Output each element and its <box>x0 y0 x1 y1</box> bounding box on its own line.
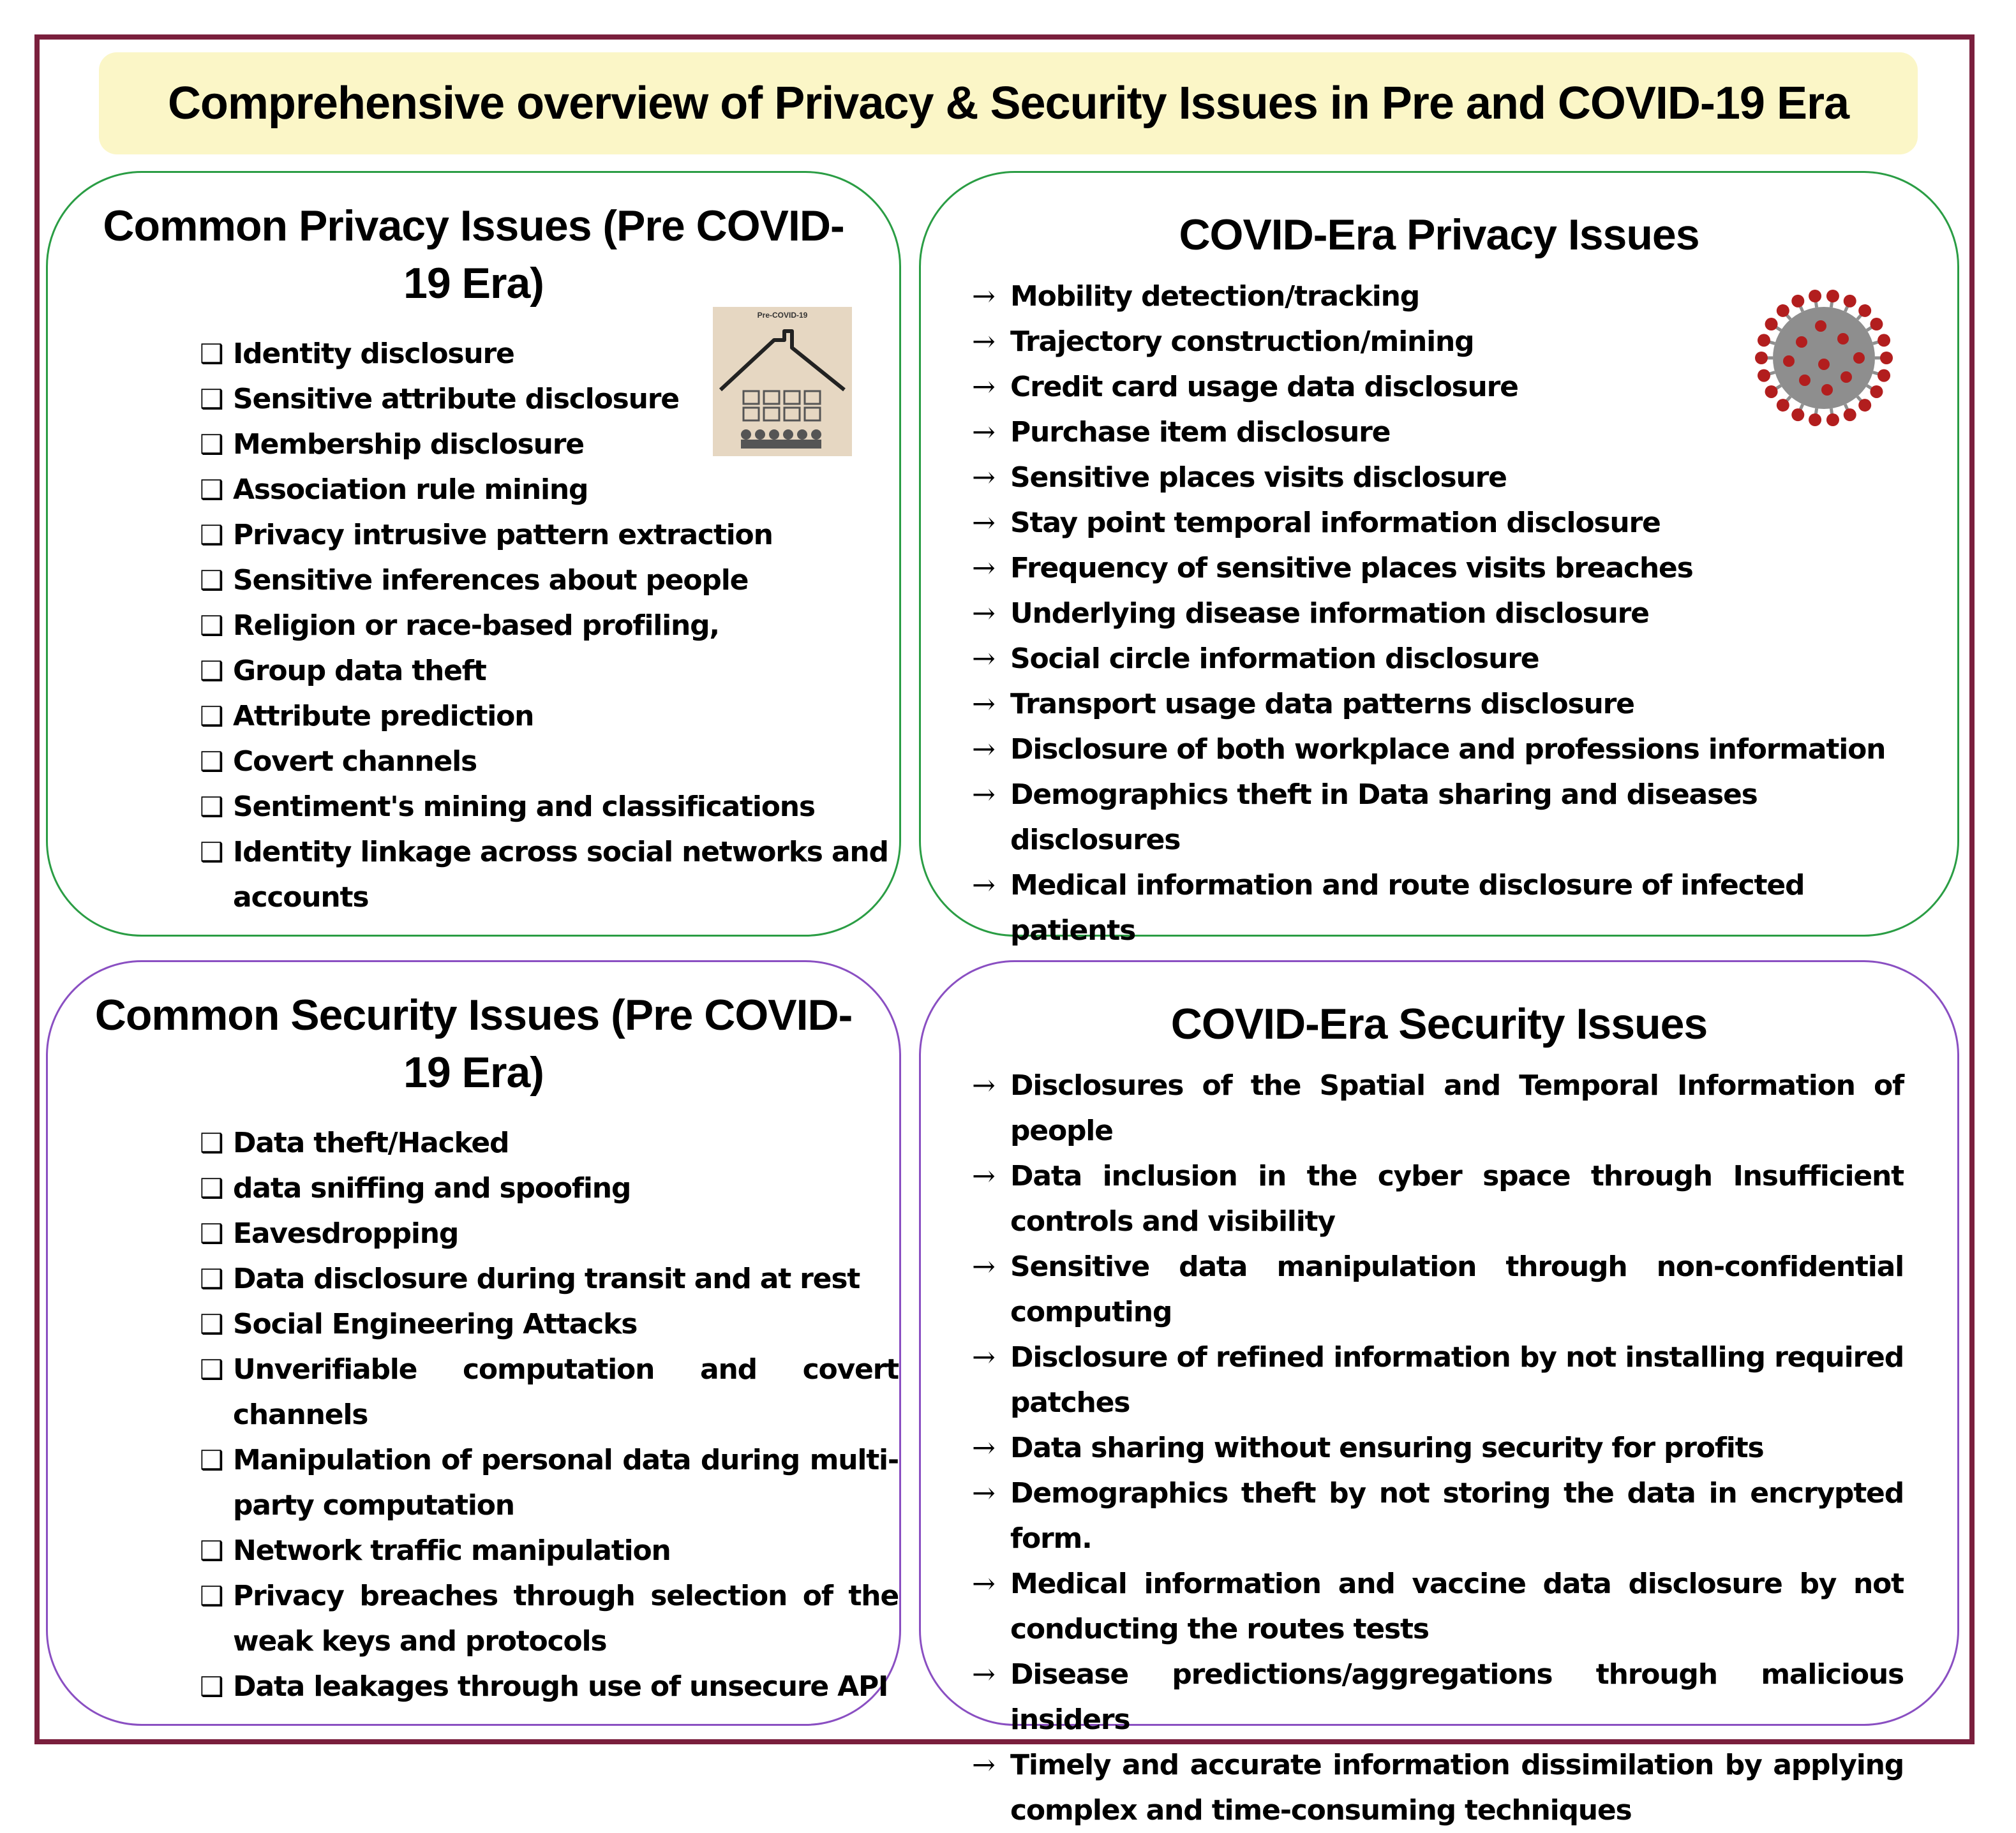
checkbox-icon: ❑ <box>200 1173 223 1204</box>
list-item <box>200 331 899 376</box>
list-item <box>200 376 899 422</box>
arrow-icon: → <box>972 1568 995 1600</box>
panel-common-security <box>46 960 901 1726</box>
issue-list <box>200 331 899 920</box>
list-item-text: Membership disclosure <box>233 428 584 461</box>
arrow-icon: → <box>972 597 995 630</box>
list-item-text: Stay point temporal information disclosure <box>1010 507 1661 539</box>
figure-title: Comprehensive overview of Privacy & Security Issues in Pre and COVID-19 Era <box>167 78 1849 129</box>
list-item-text: Data sharing without ensuring security for profits <box>1010 1432 1764 1464</box>
issue-list <box>972 274 1904 1044</box>
arrow-icon: → <box>972 280 995 313</box>
list-item <box>200 1664 899 1709</box>
list-item <box>972 1244 1904 1335</box>
list-item <box>972 863 1904 953</box>
list-item <box>200 694 899 739</box>
list-item <box>972 545 1904 591</box>
checkbox-icon: ❑ <box>200 836 223 868</box>
list-item <box>972 364 1904 410</box>
list-item <box>972 681 1904 727</box>
arrow-icon: → <box>972 1341 995 1374</box>
checkbox-icon: ❑ <box>200 746 223 777</box>
list-item <box>200 558 899 603</box>
list-item-text: Disease predictions/aggregations through malicious insiders <box>1010 1658 1904 1736</box>
arrow-icon: → <box>972 733 995 766</box>
list-item <box>972 1652 1904 1742</box>
list-item-text: Sensitive data manipulation through non-confidential computing <box>1010 1250 1904 1328</box>
arrow-icon: → <box>972 552 995 584</box>
list-item <box>200 784 899 829</box>
list-item-text: Data inclusion in the cyber space through Insufficient controls and visibility <box>1010 1160 1904 1238</box>
panel-covid-privacy <box>919 171 1959 947</box>
list-item-text: Covert channels <box>233 745 477 778</box>
arrow-icon: → <box>972 1477 995 1510</box>
checkbox-icon: ❑ <box>200 1218 223 1249</box>
list-item-text: Identity disclosure <box>233 338 514 370</box>
checkbox-icon: ❑ <box>200 701 223 732</box>
checkbox-icon: ❑ <box>200 610 223 641</box>
list-item-text: Mobility detection/tracking <box>1010 280 1420 313</box>
list-item <box>200 1166 899 1211</box>
checkbox-icon: ❑ <box>200 383 223 415</box>
list-item-text: Disclosure of refined information by not installing required patches <box>1010 1341 1904 1419</box>
list-item <box>200 648 899 694</box>
list-item-text: Credit card usage data disclosure <box>1010 371 1518 403</box>
checkbox-icon: ❑ <box>200 474 223 505</box>
checkbox-icon: ❑ <box>200 1263 223 1295</box>
panel-common-privacy <box>46 171 901 937</box>
arrow-icon: → <box>972 1069 995 1102</box>
checkbox-icon: ❑ <box>200 655 223 686</box>
list-item-text: Sensitive attribute disclosure <box>233 383 679 415</box>
list-item-text: Demographics theft in Data sharing and diseases disclosures <box>1010 778 1758 856</box>
list-item <box>972 319 1904 364</box>
list-item-text: Social circle information disclosure <box>1010 642 1539 675</box>
list-item-text: data sniffing and spoofing <box>233 1172 631 1205</box>
list-item-text: Disclosure of both workplace and professions information <box>1010 733 1886 766</box>
list-item-text: Disclosures of the Spatial and Temporal Information of people <box>1010 1069 1904 1147</box>
list-item <box>200 1347 899 1437</box>
list-item <box>972 727 1904 772</box>
list-item <box>972 1561 1904 1652</box>
list-item-text: Data theft/Hacked <box>233 1127 509 1159</box>
checkbox-icon: ❑ <box>200 338 223 369</box>
arrow-icon: → <box>972 642 995 675</box>
list-item <box>972 1154 1904 1244</box>
list-item-text: Frequency of sensitive places visits breaches <box>1010 552 1693 584</box>
list-item-text: Network traffic manipulation <box>233 1534 671 1567</box>
list-item <box>972 1335 1904 1425</box>
list-item <box>200 739 899 784</box>
issue-list <box>972 1063 1904 1833</box>
list-item-text: Transport usage data patterns disclosure <box>1010 688 1634 720</box>
checkbox-icon: ❑ <box>200 519 223 551</box>
checkbox-icon: ❑ <box>200 1354 223 1385</box>
list-item <box>972 1471 1904 1561</box>
arrow-icon: → <box>972 1749 995 1781</box>
list-item-text: Timely and accurate information dissimilation by applying complex and time-consuming techniques <box>1010 1749 1904 1827</box>
list-item-text: Religion or race-based profiling, <box>233 609 719 642</box>
list-item <box>200 829 899 920</box>
list-item <box>972 455 1904 500</box>
list-item-text: Purchase item disclosure <box>1010 416 1391 449</box>
list-item <box>972 1425 1904 1471</box>
list-item-text: Data leakages through use of unsecure API <box>233 1670 888 1703</box>
checkbox-icon: ❑ <box>200 791 223 822</box>
list-item <box>200 1437 899 1528</box>
list-item <box>200 512 899 558</box>
list-item-text: Demographics theft by not storing the data in encrypted form. <box>1010 1477 1904 1555</box>
list-item <box>200 1573 899 1664</box>
list-item-text: Data disclosure during transit and at rest <box>233 1263 860 1295</box>
list-item-text: Association rule mining <box>233 473 588 506</box>
list-item-text: Privacy breaches through selection of the weak keys and protocols <box>233 1580 899 1658</box>
list-item-text: Medical information and route disclosure of infected patients <box>1010 869 1805 947</box>
title-banner <box>99 52 1918 154</box>
list-item <box>200 1256 899 1302</box>
list-item <box>200 467 899 512</box>
list-item <box>972 772 1904 863</box>
list-item-text: Identity linkage across social networks and accounts <box>233 836 888 914</box>
checkbox-icon: ❑ <box>200 565 223 596</box>
list-item-text: Eavesdropping <box>233 1217 459 1250</box>
arrow-icon: → <box>972 778 995 811</box>
list-item-text: Trajectory construction/mining <box>1010 325 1474 358</box>
list-item-text: Sensitive places visits disclosure <box>1010 461 1507 494</box>
list-item-text: Social Engineering Attacks <box>233 1308 638 1340</box>
arrow-icon: → <box>972 688 995 720</box>
list-item-text: Attribute prediction <box>233 700 534 732</box>
list-item-text: Privacy intrusive pattern extraction <box>233 519 773 551</box>
list-item <box>200 1528 899 1573</box>
checkbox-icon: ❑ <box>200 1444 223 1476</box>
checkbox-icon: ❑ <box>200 429 223 460</box>
checkbox-icon: ❑ <box>200 1535 223 1566</box>
list-item-text: Sensitive inferences about people <box>233 564 749 597</box>
house-image-label: Pre-COVID-19 <box>757 311 808 320</box>
checkbox-icon: ❑ <box>200 1309 223 1340</box>
panel-covid-security <box>919 960 1959 1827</box>
list-item <box>200 1211 899 1256</box>
list-item <box>200 422 899 467</box>
checkbox-icon: ❑ <box>200 1580 223 1612</box>
arrow-icon: → <box>972 869 995 902</box>
list-item-text: Group data theft <box>233 655 486 687</box>
list-item-text: Unverifiable computation and covert channels <box>233 1353 899 1431</box>
issue-list <box>200 1120 899 1709</box>
panel-heading: Common Privacy Issues (Pre COVID-19 Era) <box>103 202 844 308</box>
arrow-icon: → <box>972 461 995 494</box>
panel-heading: Common Security Issues (Pre COVID-19 Era) <box>94 991 853 1097</box>
arrow-icon: → <box>972 371 995 403</box>
arrow-icon: → <box>972 1432 995 1464</box>
arrow-icon: → <box>972 416 995 449</box>
arrow-icon: → <box>972 1250 995 1283</box>
list-item <box>972 274 1904 319</box>
checkbox-icon: ❑ <box>200 1127 223 1159</box>
list-item <box>972 1742 1904 1833</box>
arrow-icon: → <box>972 1658 995 1691</box>
list-item-text: Underlying disease information disclosure <box>1010 597 1649 630</box>
list-item-text: Sentiment's mining and classifications <box>233 790 815 823</box>
list-item-text: Medical information and vaccine data disclosure by not conducting the routes tests <box>1010 1568 1904 1645</box>
list-item <box>200 603 899 648</box>
list-item <box>200 1120 899 1166</box>
list-item <box>972 500 1904 545</box>
checkbox-icon: ❑ <box>200 1671 223 1702</box>
list-item <box>972 636 1904 681</box>
list-item <box>972 410 1904 455</box>
list-item <box>200 1302 899 1347</box>
list-item <box>972 1063 1904 1154</box>
list-item <box>972 591 1904 636</box>
panel-heading: COVID-Era Security Issues <box>1170 1000 1708 1048</box>
list-item-text: Manipulation of personal data during multi-party computation <box>233 1444 899 1522</box>
panel-heading: COVID-Era Privacy Issues <box>1179 211 1699 259</box>
arrow-icon: → <box>972 507 995 539</box>
arrow-icon: → <box>972 1160 995 1192</box>
arrow-icon: → <box>972 325 995 358</box>
